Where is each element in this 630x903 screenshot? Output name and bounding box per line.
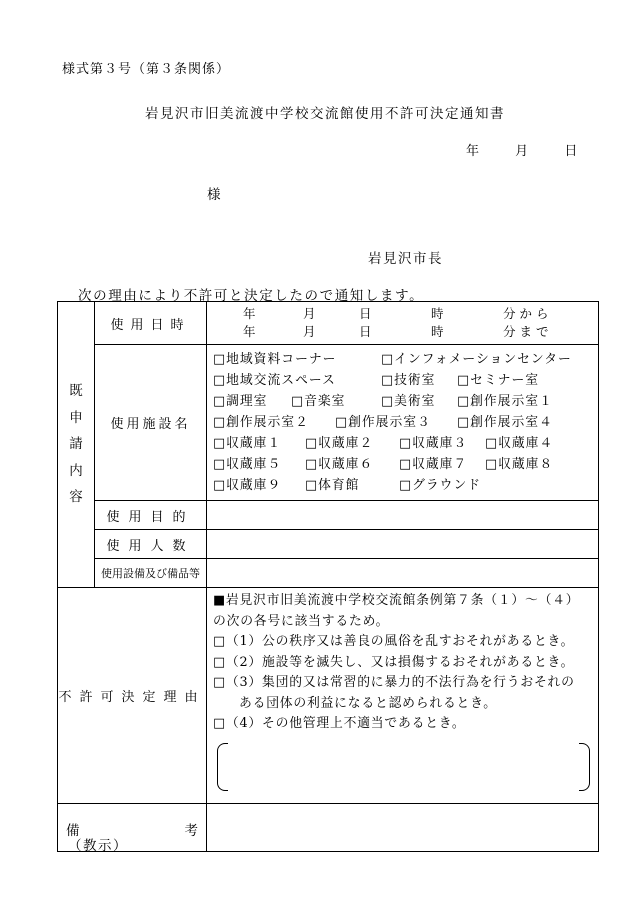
application-table	[57, 301, 599, 852]
date-month: 月	[515, 144, 529, 159]
reason-heading: ■岩見沢市旧美流渡中学校交流館条例第７条（１）〜（４）	[213, 593, 580, 608]
row-usage-datetime	[58, 302, 599, 345]
facility-checkbox[interactable]: □セミナー室	[457, 373, 540, 388]
reason-item-4[interactable]: □（4）その他管理上不適当であるとき。	[213, 716, 466, 731]
row-reason	[58, 588, 599, 804]
reason-item-2[interactable]: □（2）施設等を滅失し、又は損傷するおそれがあるとき。	[213, 654, 575, 670]
reason-label: 不許可決定理由	[58, 588, 207, 804]
datetime-from: 年 月 日 時 分から	[243, 306, 553, 321]
equipment-label: 使用設備及び備品等	[95, 559, 207, 588]
application-content-label: 既 申 請 内 容	[58, 302, 95, 588]
date-day: 日	[564, 144, 578, 159]
date-year: 年	[466, 144, 480, 159]
facility-checkbox[interactable]: □創作展示室１	[457, 394, 553, 409]
facility-checkbox[interactable]: □収蔵庫８	[485, 457, 554, 472]
equipment-field[interactable]	[207, 559, 599, 588]
right-bracket	[579, 743, 590, 791]
facility-checkbox[interactable]: □収蔵庫７	[399, 457, 468, 472]
instruction-note: （教示）	[68, 838, 128, 854]
facility-checkbox[interactable]: □創作展示室２	[213, 415, 309, 430]
facility-checkbox[interactable]: □音楽室	[291, 394, 346, 409]
purpose-label: 使用目的	[95, 501, 207, 530]
reason-subheading: の次の各号に該当するため。	[213, 613, 390, 629]
facility-checkbox[interactable]: □収蔵庫４	[485, 436, 554, 451]
facility-checkbox[interactable]: □技術室	[381, 373, 436, 388]
document-title: 岩見沢市旧美流渡中学校交流館使用不許可決定通知書	[145, 106, 505, 122]
other-reason-field[interactable]	[213, 739, 592, 795]
facility-checkbox[interactable]: □グラウンド	[399, 478, 482, 493]
facility-checkbox[interactable]: □収蔵庫５	[213, 457, 282, 472]
reason-item-3[interactable]: □（3）集団的又は常習的に暴力的不法行為を行うおそれの	[213, 675, 575, 690]
remarks-field[interactable]	[207, 803, 599, 851]
usage-datetime-label: 使用日時	[95, 302, 207, 345]
row-equipment	[58, 559, 599, 588]
facility-checkbox[interactable]: □体育館	[305, 478, 360, 493]
facility-checkbox[interactable]: □調理室	[213, 394, 268, 409]
facility-checkbox[interactable]: □収蔵庫３	[399, 436, 468, 451]
datetime-to: 年 月 日 時 分まで	[243, 324, 553, 339]
facilities-checklist[interactable]	[207, 345, 599, 501]
addressee-suffix: 様	[207, 187, 221, 203]
facility-checkbox[interactable]: □収蔵庫９	[213, 478, 282, 493]
facility-checkbox[interactable]: □地域交流スペース	[213, 373, 336, 388]
remarks-label: 備 考	[58, 803, 207, 851]
reason-content[interactable]	[207, 588, 599, 804]
row-purpose	[58, 501, 599, 530]
facility-checkbox[interactable]: □収蔵庫６	[305, 457, 374, 472]
facility-checkbox[interactable]: □創作展示室４	[457, 415, 553, 430]
notice-text: 次の理由により不許可と決定したので通知します。	[78, 288, 425, 304]
date-line	[466, 140, 577, 159]
facility-checkbox[interactable]: □地域資料コーナー	[213, 352, 337, 367]
people-field[interactable]	[207, 530, 599, 559]
usage-datetime-value[interactable]	[207, 302, 599, 345]
sender-name: 岩見沢市長	[368, 251, 443, 267]
row-people	[58, 530, 599, 559]
facilities-label: 使用施設名	[95, 345, 207, 501]
row-remarks	[58, 803, 599, 851]
people-label: 使用人数	[95, 530, 207, 559]
left-bracket	[217, 743, 228, 791]
purpose-field[interactable]	[207, 501, 599, 530]
facility-checkbox[interactable]: □収蔵庫２	[305, 436, 374, 451]
facility-checkbox[interactable]: □美術室	[381, 394, 436, 409]
facility-checkbox[interactable]: □インフォメーションセンター	[381, 352, 572, 367]
facility-checkbox[interactable]: □創作展示室３	[335, 415, 431, 430]
reason-item-1[interactable]: □（1）公の秩序又は善良の風俗を乱すおそれがあるとき。	[213, 634, 575, 649]
reason-item-3-cont: ある団体の利益になると認められるとき。	[239, 695, 497, 711]
form-number: 様式第３号（第３条関係）	[62, 62, 231, 77]
facility-checkbox[interactable]: □収蔵庫１	[213, 436, 282, 451]
row-facilities	[58, 345, 599, 501]
